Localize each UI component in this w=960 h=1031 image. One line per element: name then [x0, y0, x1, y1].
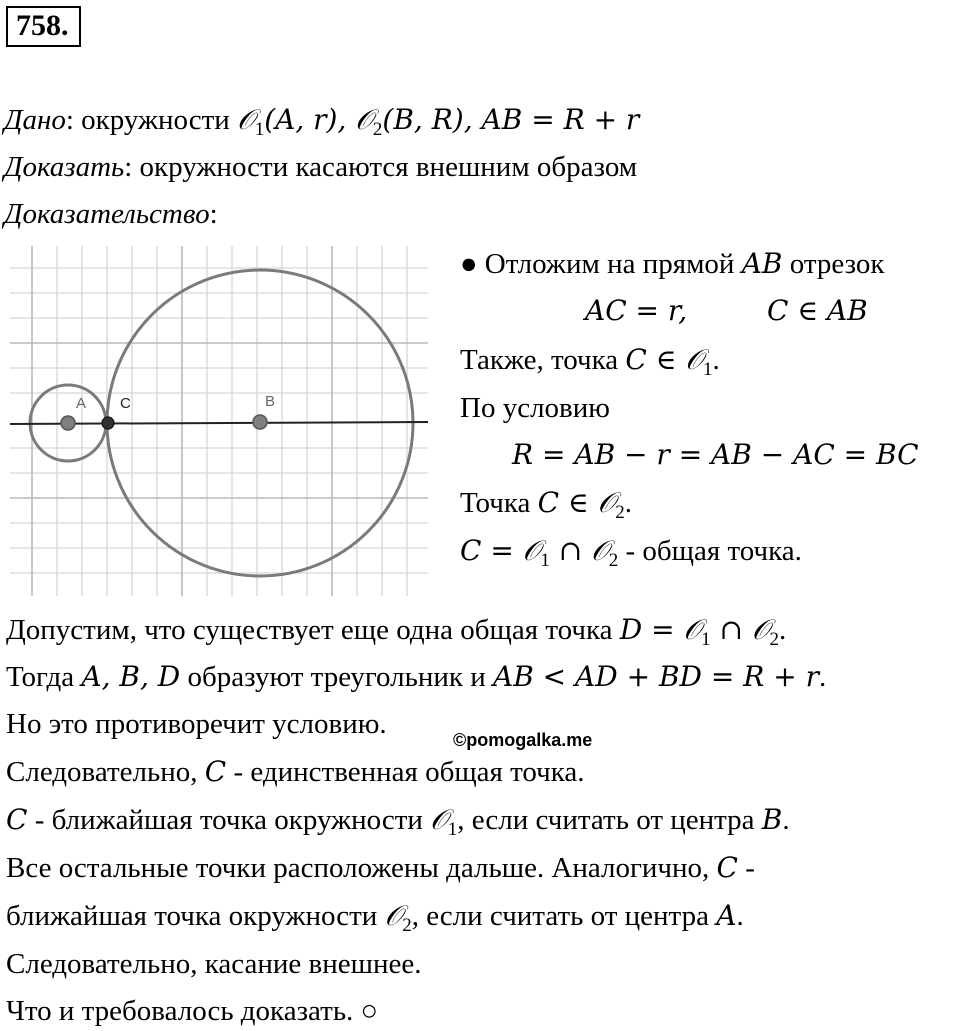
step1-line: ● Отложим на прямой AB отрезок	[460, 247, 885, 280]
by-condition: По условию	[460, 392, 610, 424]
paragraph-7: ближайшая точка окружности 𝒪$_2$, если считать от центра A.	[6, 899, 744, 936]
paragraph-2: Тогда A, B, D образуют треугольник и AB < AD + BD = R + r.	[6, 660, 827, 693]
paragraph-3: Но это противоречит условию.	[6, 708, 387, 740]
qed-symbol: ○	[360, 995, 379, 1027]
point-line: Точка C ∈ 𝒪$_2$.	[460, 486, 632, 523]
step1-formula-ac: AC = r,	[585, 294, 688, 327]
paragraph-8: Следовательно, касание внешнее.	[6, 948, 422, 980]
common-point-line: C = 𝒪$_1$ ∩ 𝒪$_2$ - общая точка.	[460, 534, 802, 571]
paragraph-6: Все остальные точки расположены дальше. Аналогично, C -	[6, 851, 755, 884]
bullet: ●	[460, 248, 478, 280]
given-line: Дано: окружности 𝒪$_1$(A, r), 𝒪$_2$(B, R), AB = R + r	[4, 103, 640, 140]
label-b: B	[265, 393, 276, 410]
r-formula: R = AB − r = AB − AC = BC	[512, 438, 919, 471]
paragraph-1: Допустим, что существует еще одна общая точка D = 𝒪$_1$ ∩ 𝒪$_2$.	[6, 613, 787, 650]
point-a	[61, 416, 75, 430]
prove-label: Доказать	[4, 151, 125, 183]
label-c: C	[120, 395, 131, 412]
proof-label: Доказательство:	[4, 198, 218, 230]
watermark: ©pomogalka.me	[453, 730, 593, 750]
paragraph-9: Что и требовалось доказать. ○	[6, 995, 379, 1027]
paragraph-5: C - ближайшая точка окружности 𝒪$_1$, если считать от центра B.	[6, 803, 790, 840]
point-b	[253, 415, 267, 429]
step1-formula-c: C ∈ AB	[767, 294, 868, 327]
also-line: Также, точка C ∈ 𝒪$_1$.	[460, 343, 720, 380]
prove-line: Доказать: окружности касаются внешним образом	[4, 151, 638, 183]
label-a: A	[76, 395, 87, 412]
given-label: Дано	[4, 104, 66, 136]
geometry-figure	[8, 238, 434, 600]
problem-number: 758.	[6, 6, 81, 47]
point-c	[102, 417, 114, 429]
paragraph-4: Следовательно, C - единственная общая точка.	[6, 755, 585, 788]
